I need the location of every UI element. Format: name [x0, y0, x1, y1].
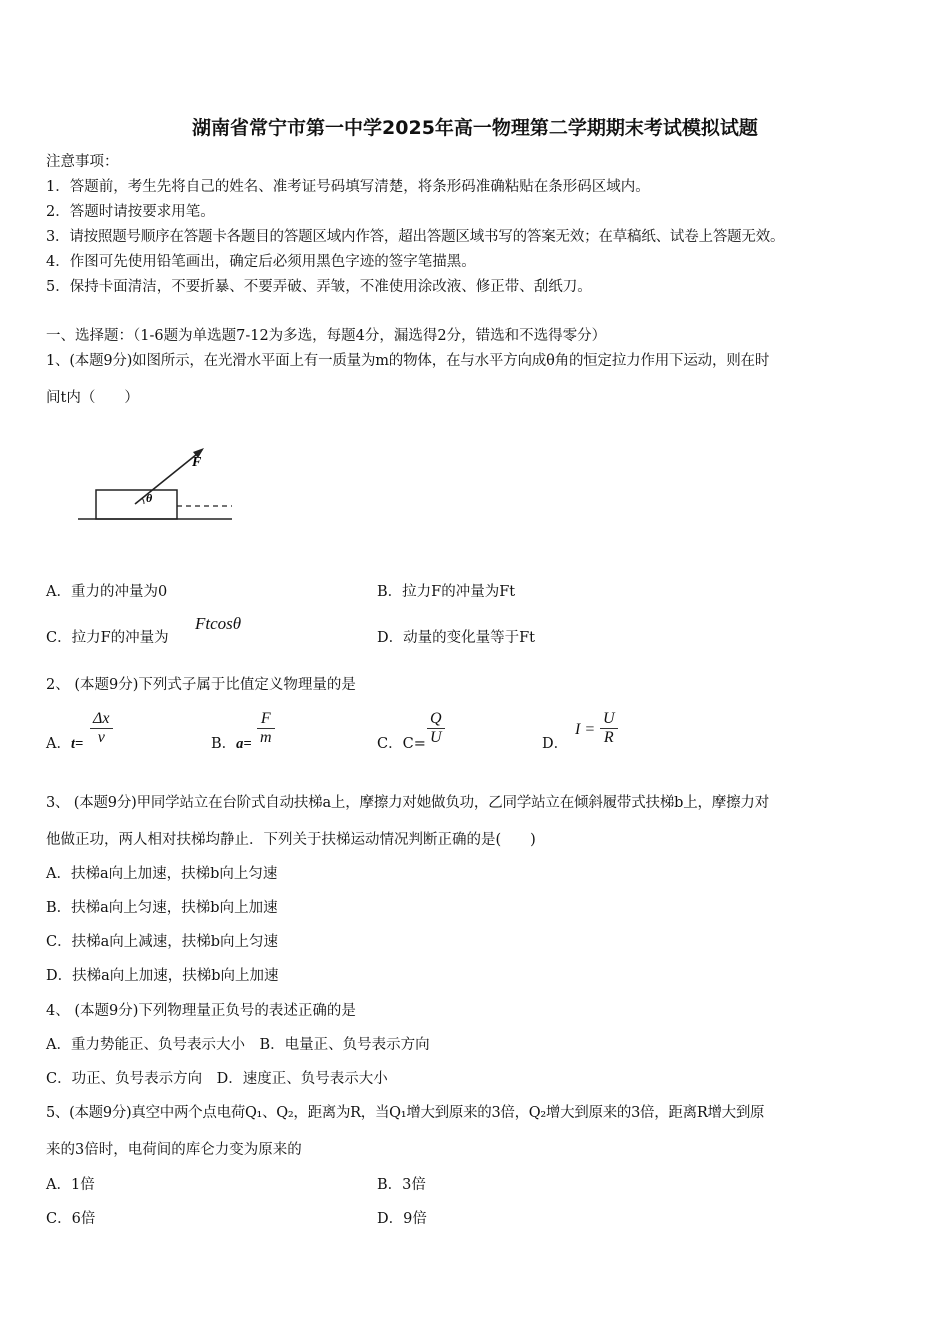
q2-stem: 2、 (本题9分)下列式子属于比值定义物理量的是	[46, 677, 356, 693]
q5-option-b: B．3倍	[377, 1177, 426, 1193]
q2-option-a: A．t=	[46, 736, 84, 752]
q3-option-a: A．扶梯a向上加速，扶梯b向上匀速	[46, 866, 278, 882]
notice-item: 1．答题前，考生先将自己的姓名、准考证号码填写清楚，将条形码准确粘贴在条形码区域内。	[46, 179, 650, 195]
q4-options-ab: A．重力势能正、负号表示大小 B．电量正、负号表示方向	[46, 1037, 430, 1053]
q1-stem: 1、(本题9分)如图所示，在光滑水平面上有一质量为m的物体，在与水平方向成θ角的恒定拉力作用下运动，则在时	[46, 353, 770, 369]
q2-option-a-fraction: $\frac{\Delta x}{v}$	[90, 710, 113, 747]
q1-figure	[70, 440, 240, 530]
q5-option-d: D．9倍	[377, 1211, 427, 1227]
notice-heading: 注意事项：	[46, 154, 119, 170]
force-label: F	[192, 455, 202, 470]
q3-option-d: D．扶梯a向上加速，扶梯b向上加速	[46, 968, 279, 984]
notice-item: 2．答题时请按要求用笔。	[46, 204, 215, 220]
q2-option-d-fraction: $\frac{U}{R}$	[600, 710, 618, 747]
notice-item: 3．请按照题号顺序在答题卡各题目的答题区域内作答，超出答题区域书写的答案无效；在草稿纸、试卷上答题无效。	[46, 229, 785, 245]
q3-option-c: C．扶梯a向上减速，扶梯b向上匀速	[46, 934, 279, 950]
q5-option-c: C．6倍	[46, 1211, 96, 1227]
q1-option-b: B．拉力F的冲量为Ft	[377, 584, 516, 600]
angle-label: θ	[146, 491, 153, 505]
q2-option-d-lhs: I =	[575, 721, 596, 738]
page-title: 湖南省常宁市第一中学2025年高一物理第二学期期末考试模拟试题	[192, 117, 758, 139]
block	[96, 490, 177, 519]
q3-option-b: B．扶梯a向上匀速，扶梯b向上加速	[46, 900, 278, 916]
notice-item: 4．作图可先使用铅笔画出，确定后必须用黑色字迹的签字笔描黑。	[46, 254, 476, 270]
q4-stem: 4、 (本题9分)下列物理量正负号的表述正确的是	[46, 1003, 356, 1019]
q3-stem-cont: 他做正功，两人相对扶梯均静止．下列关于扶梯运动情况判断正确的是( )	[46, 832, 536, 848]
q2-option-b-fraction: $\frac{F}{m}$	[257, 710, 275, 747]
q2-option-c: C．C=	[377, 736, 426, 752]
notice-item: 5．保持卡面清洁，不要折暴、不要弄破、弄皱，不准使用涂改液、修正带、刮纸刀。	[46, 279, 592, 295]
q2-option-c-fraction: $\frac{Q}{U}$	[427, 710, 445, 747]
q1-option-d: D．动量的变化量等于Ft	[377, 630, 536, 646]
q5-option-a: A．1倍	[46, 1177, 95, 1193]
q1-option-a: A．重力的冲量为0	[46, 584, 168, 600]
angle-arc	[142, 498, 144, 504]
section-heading: 一、选择题：（1-6题为单选题7-12为多选，每题4分，漏选得2分，错选和不选得零分）	[46, 328, 607, 344]
q2-option-d: D．	[542, 736, 569, 752]
q3-stem: 3、 (本题9分)甲同学站立在台阶式自动扶梯a上，摩擦力对她做负功，乙同学站立在倾斜履带式扶梯b上，摩擦力对	[46, 795, 769, 811]
q4-options-cd: C．功正、负号表示方向 D．速度正、负号表示大小	[46, 1071, 388, 1087]
q1-stem-cont: 间t内（ ）	[46, 390, 139, 406]
q1-option-c: C．拉力F的冲量为	[46, 630, 169, 646]
q1-option-c-formula: Ftcosθ	[195, 614, 242, 633]
q5-stem-cont: 来的3倍时，电荷间的库仑力变为原来的	[46, 1142, 302, 1158]
q5-stem: 5、(本题9分)真空中两个点电荷Q₁、Q₂，距离为R，当Q₁增大到原来的3倍，Q₂增大到原来的3倍，距离R增大到原	[46, 1105, 765, 1121]
q2-option-b: B．a=	[211, 736, 252, 752]
